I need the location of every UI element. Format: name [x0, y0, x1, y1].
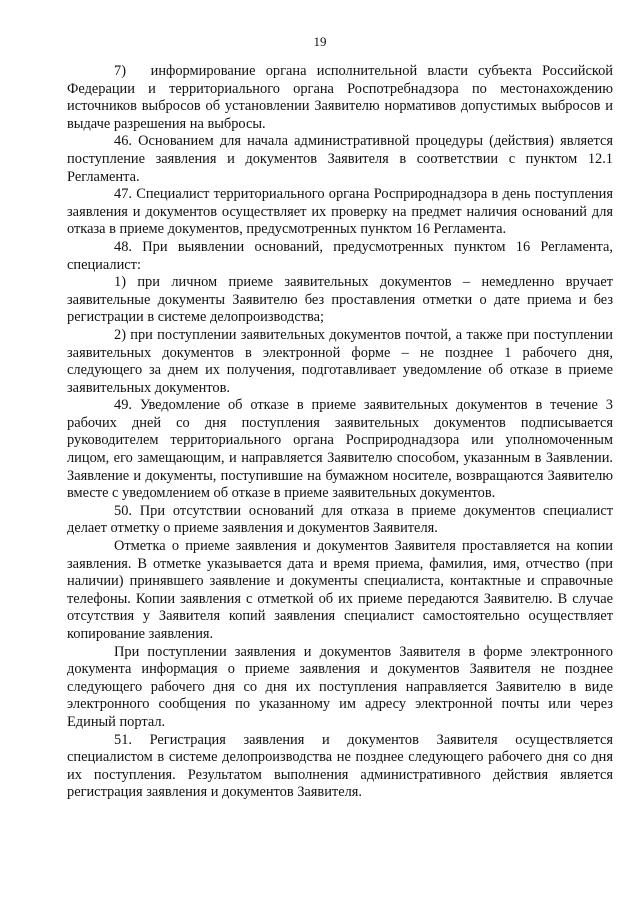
- paragraph-48: 48. При выявлении оснований, предусмотренных пунктом 16 Регламента, специалист:: [67, 238, 613, 273]
- paragraph-50-electronic: При поступлении заявления и документов Заявителя в форме электронного документа информация о приеме заявления и документов Заявителя не позднее следующего рабочего дня со дня их поступления направляется Заявителю в виде электронного сообщения по указанному им адресу электронной почты или через Единый портал.: [67, 643, 613, 730]
- page-number: 19: [313, 34, 327, 49]
- paragraph-50: 50. При отсутствии оснований для отказа в приеме документов специалист делает отметку о приеме заявления и документов Заявителя.: [67, 502, 613, 537]
- paragraph-49: 49. Уведомление об отказе в приеме заявительных документов в течение 3 рабочих дней со дня поступления заявительных документов подписывается руководителем территориального органа Росприроднадзора или уполномоченным лицом, его замещающим, и направляется Заявителю способом, указанным в Заявлении. Заявление и документы, поступившие на бумажном носителе, возвращаются Заявителю вместе с уведомлением об отказе в приеме заявительных документов.: [67, 397, 613, 502]
- paragraph-48-item-2: 2) при поступлении заявительных документов почтой, а также при поступлении заявительных документов в электронной форме – не позднее 1 рабочего дня, следующего за днем их получения, подготавливает уведомление об отказе в приеме заявительных документов.: [67, 326, 613, 396]
- paragraph-51: 51. Регистрация заявления и документов Заявителя осуществляется специалистом в системе делопроизводства не позднее следующего рабочего дня со дня их поступления. Результатом выполнения административного действия является регистрация заявления и документов Заявителя.: [67, 731, 613, 801]
- paragraph-50-mark: Отметка о приеме заявления и документов Заявителя проставляется на копии заявления. В отметке указывается дата и время приема, фамилия, имя, отчество (при наличии) принявшего заявление и документы специалиста, контактные и справочные телефоны. Копии заявления с отметкой об их приеме передаются Заявителю. В случае отсутствия у Заявителя копий заявления специалист самостоятельно осуществляет копирование заявления.: [67, 538, 613, 642]
- paragraph-item-7: 7) информирование органа исполнительной власти субъекта Российской Федерации и территориального органа Роспотребнадзора по местонахождению источников выбросов об установлении Заявителю нормативов допустимых выбросов и выдаче разрешения на выбросы.: [67, 63, 613, 132]
- page-body: [67, 63, 613, 802]
- paragraph-46: 46. Основанием для начала административной процедуры (действия) является поступление заявления и документов Заявителя в соответствии с пунктом 12.1 Регламента.: [67, 133, 613, 185]
- paragraph-47: 47. Специалист территориального органа Росприроднадзора в день поступления заявления и документов осуществляет их проверку на предмет наличия оснований для отказа в приеме документов, предусмотренных пунктом 16 Регламента.: [67, 186, 613, 238]
- paragraph-48-item-1: 1) при личном приеме заявительных документов – немедленно вручает заявительные документы Заявителю без проставления отметки о дате приема и без регистрации в системе делопроизводства;: [67, 274, 613, 326]
